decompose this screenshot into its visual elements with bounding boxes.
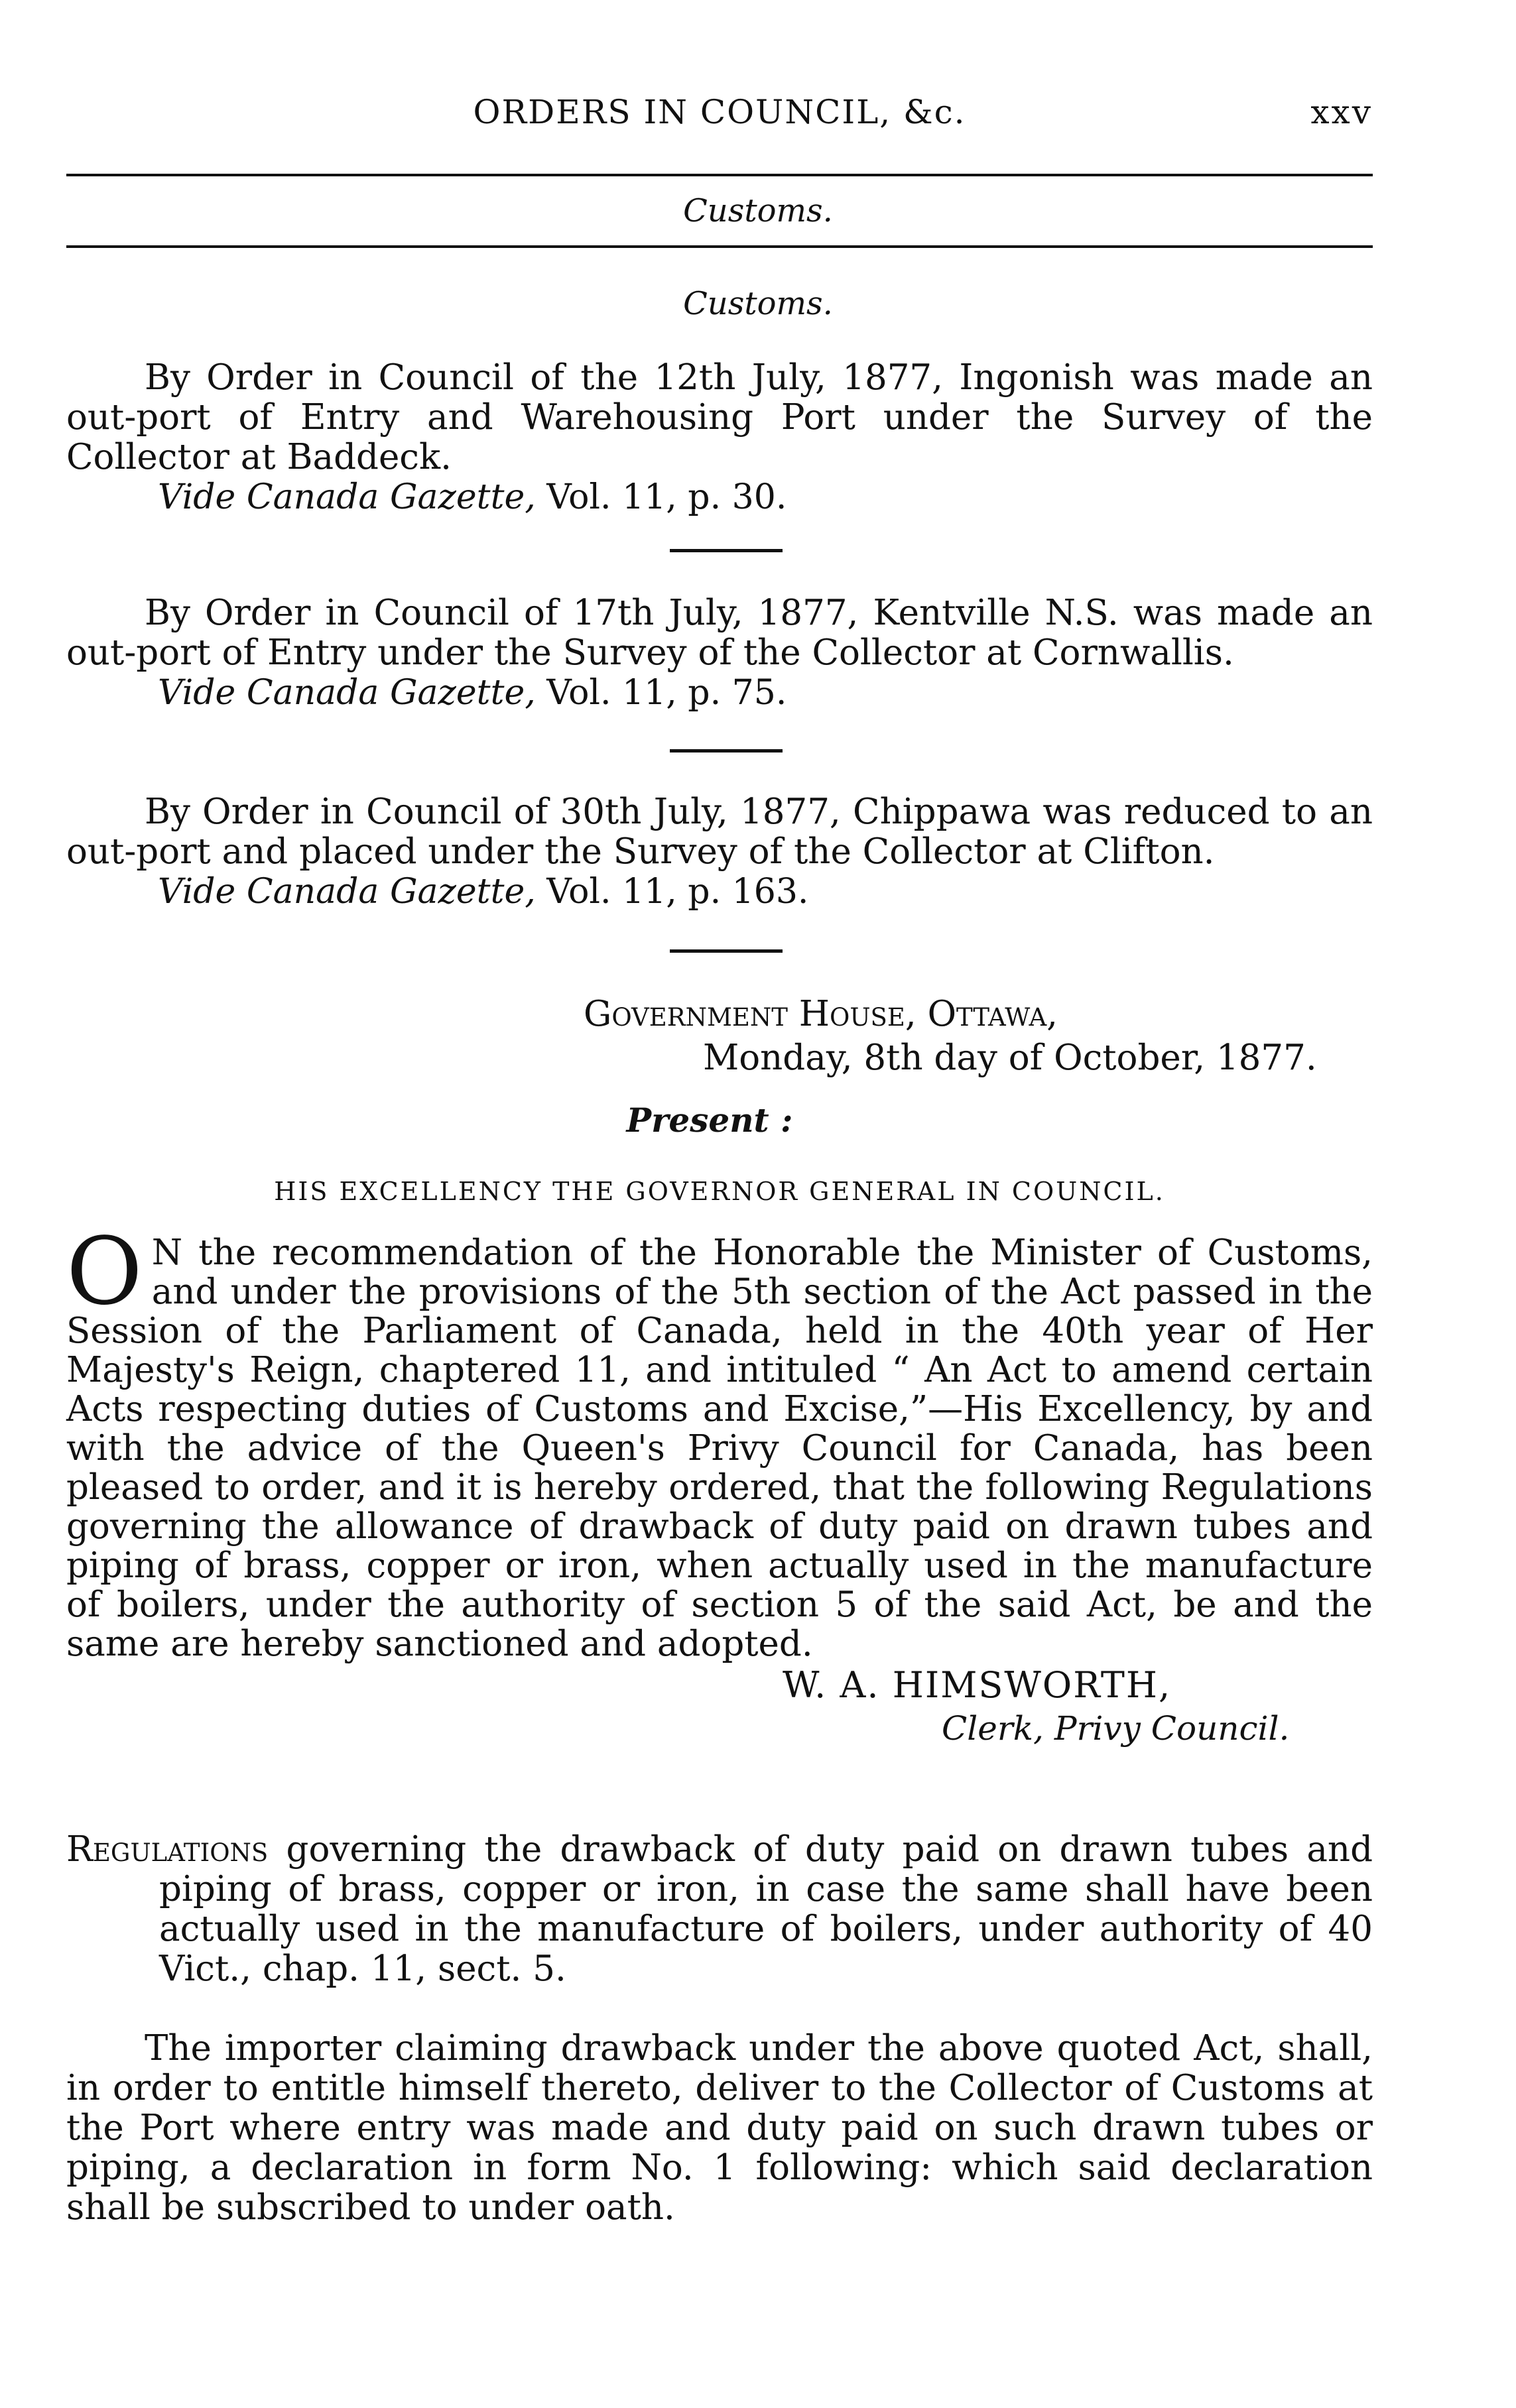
- running-head: [66, 93, 1373, 139]
- section-label: Customs.: [683, 192, 833, 229]
- order-text: By Order in Council of the 12th July, 1877, Ingonish was made an out-port of Entry and Warehousing Port under the Survey of the Collector at Baddeck.: [66, 357, 1373, 477]
- vide-reference: [66, 673, 1373, 713]
- council-date: Monday, 8th day of October, 1877.: [703, 1038, 1317, 1078]
- page-number: xxv: [1310, 93, 1373, 131]
- regulations-text: governing the drawback of duty paid on drawn tubes and piping of brass, copper or iron, in case the same shall have been actually used in the manufacture of boilers, under authority of 40 Vict., chap. 11, sect. 5.: [159, 1829, 1373, 1989]
- order-text: By Order in Council of 17th July, 1877, Kentville N.S. was made an out-port of Entry under the Survey of the Collector at Cornwallis.: [66, 593, 1373, 673]
- council-place: Government House, Ottawa,: [584, 994, 1058, 1034]
- vide-reference: [66, 872, 1373, 912]
- order-paragraph-3: [66, 792, 1373, 912]
- order-text: By Order in Council of 30th July, 1877, Chippawa was reduced to an out-port and placed under the Survey of the Collector at Clifton.: [66, 792, 1373, 872]
- separator-rule: [670, 549, 783, 552]
- importer-text: The importer claiming drawback under the above quoted Act, shall, in order to entitle himself thereto, deliver to the Collector of Customs at the Port where entry was made and duty paid on such drawn tubes or piping, a declaration in form No. 1 following: which said declaration shall be subscribed to under oath.: [66, 2028, 1373, 2228]
- drop-cap: O: [66, 1218, 143, 1326]
- running-title: ORDERS IN COUNCIL, &c.: [473, 93, 966, 131]
- header-rule-top: [66, 174, 1373, 176]
- signatory-name: W. A. HIMSWORTH,: [783, 1664, 1172, 1706]
- present-heading: Present :: [626, 1101, 793, 1140]
- vide-ref: Vol. 11, p. 30.: [546, 477, 787, 517]
- vide-label: Vide Canada Gazette,: [158, 872, 536, 912]
- importer-paragraph: [66, 2029, 1373, 2228]
- vide-label: Vide Canada Gazette,: [158, 477, 536, 517]
- vide-label: Vide Canada Gazette,: [158, 673, 536, 713]
- council-order-paragraph: [66, 1218, 1373, 1664]
- signatory-title: Clerk, Privy Council.: [942, 1709, 1290, 1748]
- separator-rule: [670, 949, 783, 953]
- vide-reference: [66, 477, 1373, 517]
- order-paragraph-1: [66, 358, 1373, 517]
- vide-ref: Vol. 11, p. 75.: [546, 673, 787, 713]
- council-order-text: N the recommendation of the Honorable the Minister of Customs, and under the provisions of the 5th section of the Act passed in the Session of the Parliament of Canada, held in the 40th year of Her Majesty's Reign, chaptered 11, and intituled “ An Act to amend certain Acts respecting duties of Customs and Excise,”—His Excellency, by and with the advice of the Queen's Privy Council for Canada, has been pleased to order, and it is hereby ordered, that the following Regulations governing the allowance of drawback of duty paid on drawn tubes and piping of brass, copper or iron, when actually used in the manufacture of boilers, under the authority of section 5 of the said Act, be and the same are hereby sanctioned and adopted.: [66, 1233, 1373, 1664]
- separator-rule: [670, 749, 783, 752]
- excellency-line: HIS EXCELLENCY THE GOVERNOR GENERAL IN COUNCIL.: [274, 1177, 1165, 1206]
- subheading: Customs.: [683, 285, 833, 322]
- vide-ref: Vol. 11, p. 163.: [546, 872, 809, 912]
- order-paragraph-2: [66, 593, 1373, 713]
- header-rule-bottom: [66, 245, 1373, 248]
- regulations-lead: Regulations: [66, 1829, 269, 1870]
- regulations-heading-paragraph: [66, 1830, 1373, 1989]
